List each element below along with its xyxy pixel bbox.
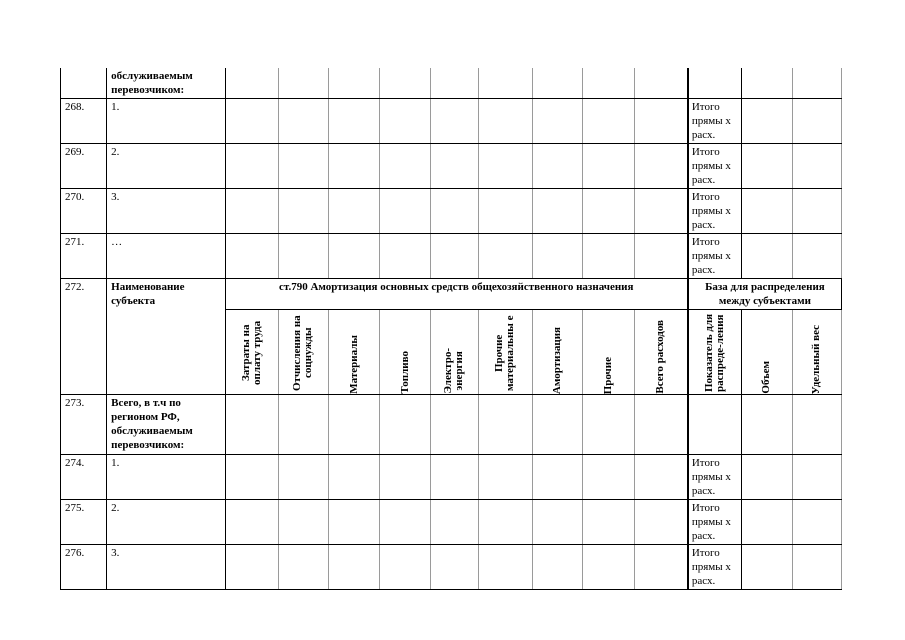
base-label: Итого прямы х расх. bbox=[688, 99, 741, 144]
row-name: 2. bbox=[107, 500, 225, 545]
column-header: Топливо bbox=[398, 351, 411, 394]
row-name-cell: обслуживаемым перевозчиком: bbox=[107, 68, 225, 99]
base-label: Итого прямы х расх. bbox=[688, 144, 741, 189]
base-column-header: Показатель для распреде-ления bbox=[702, 313, 726, 393]
row-number: 271. bbox=[61, 234, 107, 279]
table-row bbox=[61, 500, 842, 545]
base-label: Итого прямы х расх. bbox=[688, 545, 741, 590]
column-header: Затраты на оплату труда bbox=[239, 320, 263, 386]
column-header: Амортизация bbox=[550, 326, 563, 394]
row-name: Всего, в т.ч по регионом РФ, обслуживаемым перевозчиком: bbox=[107, 395, 225, 455]
header-row bbox=[61, 279, 842, 310]
header-name: Наименование субъекта bbox=[107, 279, 225, 395]
base-column-header: Удельный вес bbox=[810, 324, 823, 394]
column-header: Всего расходов bbox=[654, 320, 667, 394]
table-row bbox=[61, 99, 842, 144]
row-name: 1. bbox=[107, 99, 225, 144]
table-row bbox=[61, 68, 842, 99]
column-header: Материалы bbox=[347, 335, 360, 394]
table-row bbox=[61, 455, 842, 500]
row-name: 2. bbox=[107, 144, 225, 189]
row-name: 3. bbox=[107, 545, 225, 590]
table-row bbox=[61, 395, 842, 455]
base-column-header: Объем bbox=[760, 361, 773, 394]
row-name: 3. bbox=[107, 189, 225, 234]
table-row bbox=[61, 144, 842, 189]
row-number: 273. bbox=[61, 395, 107, 455]
column-header: Прочие материальны е bbox=[493, 315, 517, 391]
base-label: Итого прямы х расх. bbox=[688, 234, 741, 279]
row-number: 269. bbox=[61, 144, 107, 189]
base-label: Итого прямы х расх. bbox=[688, 455, 741, 500]
expense-table bbox=[60, 68, 842, 590]
column-header: Прочие bbox=[602, 356, 615, 394]
base-label: Итого прямы х расх. bbox=[688, 500, 741, 545]
row-name: … bbox=[107, 234, 225, 279]
base-label: Итого прямы х расх. bbox=[688, 189, 741, 234]
column-header: Электро- энергия bbox=[442, 348, 466, 394]
column-header: Отчисления на соцнужды bbox=[291, 315, 315, 391]
header-number: 272. bbox=[61, 279, 107, 395]
row-number: 275. bbox=[61, 500, 107, 545]
row-name: 1. bbox=[107, 455, 225, 500]
row-number: 270. bbox=[61, 189, 107, 234]
row-number: 276. bbox=[61, 545, 107, 590]
header-base-group-title: База для распределения между субъектами bbox=[688, 279, 842, 310]
table-row bbox=[61, 234, 842, 279]
row-number: 268. bbox=[61, 99, 107, 144]
header-group-title: ст.790 Амортизация основных средств общехозяйственного назначения bbox=[225, 279, 688, 310]
row-number: 274. bbox=[61, 455, 107, 500]
document-page bbox=[60, 68, 842, 590]
table-row bbox=[61, 189, 842, 234]
row-number-cell bbox=[61, 68, 107, 99]
table-row bbox=[61, 545, 842, 590]
